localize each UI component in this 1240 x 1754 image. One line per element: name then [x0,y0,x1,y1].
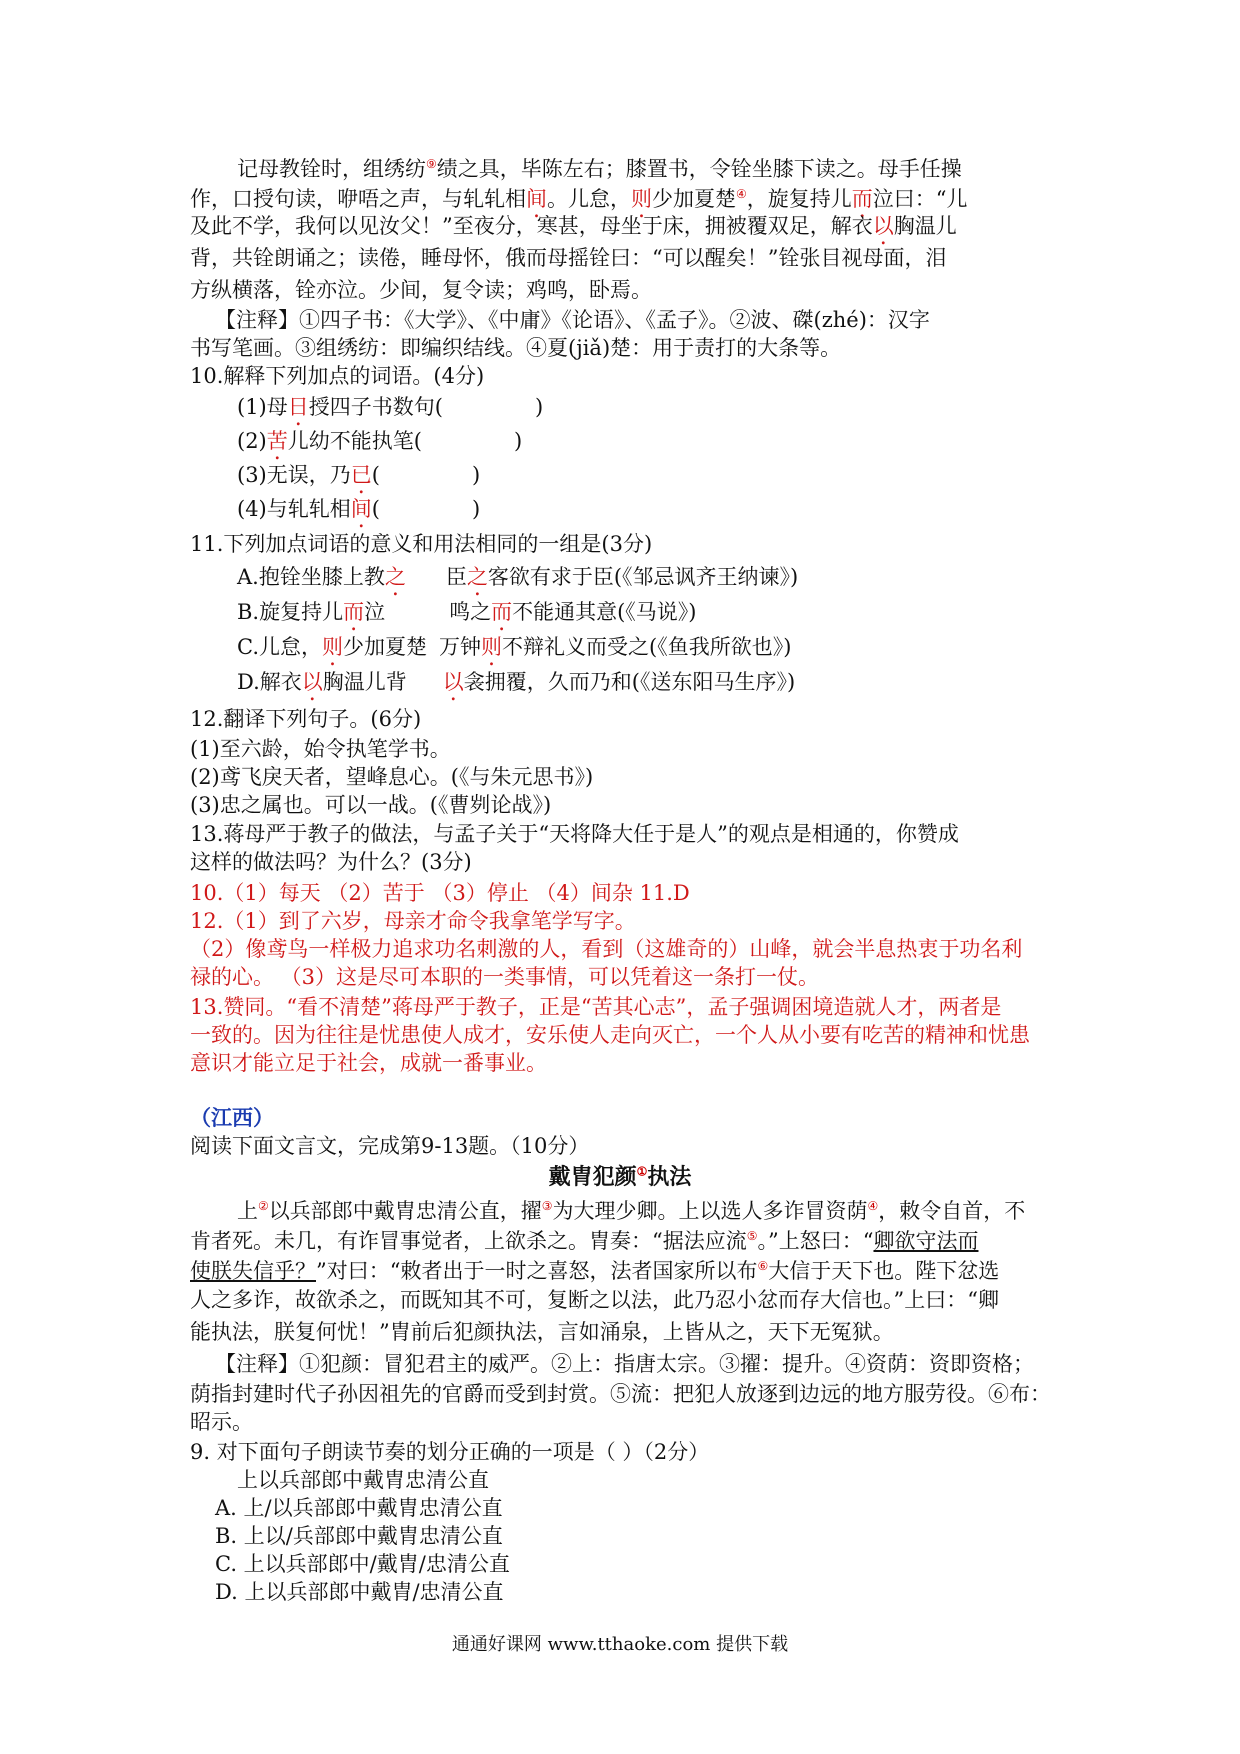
q12-item: (1)至六龄，始令执笔学书。 [190,737,451,761]
q9-sentence: 上以兵部郎中戴胄忠清公直 [237,1468,489,1492]
question-13: 13.蒋母严于教子的做法，与孟子关于“天将降大任于是人”的观点是相通的，你赞成 [190,822,959,846]
passage-line: 背，共铨朗诵之；读倦，睡母怀，俄而母摇铨曰：“可以醒矣！”铨张目视母面，泪 [190,246,947,270]
passage-title: 戴胄犯颜①执法 [548,1164,692,1190]
q9-option-d: D. 上以兵部郎中戴胄/忠清公直 [215,1580,504,1604]
note-line: 书写笔画。③组绣纺：即编织结线。④夏(jiǎ)楚：用于责打的大条等。 [190,336,842,360]
q11-option-c: C.儿怠，则少加夏楚 万钟则不辩礼义而受之(《鱼我所欲也》) [237,635,792,659]
note-line: 【注释】①四子书：《大学》、《中庸》《论语》、《孟子》。②波、磔(zhé)：汉字 [215,308,930,332]
answer-line: 13.赞同。“看不清楚”蒋母严于教子，正是“苦其心志”，孟子强调困境造就人才，两者是 [190,995,1002,1019]
passage-line: 作，口授句读，咿唔之声，与轧轧相间。儿怠，则少加夏楚④，旋复持儿而泣曰：“儿 [190,187,968,211]
dotted-word: 间 [526,187,547,211]
question-9: 9. 对下面句子朗读节奏的划分正确的一项是（ ）（2分） [190,1440,710,1464]
answer-line: 一致的。因为往往是忧患使人成才，安乐使人走向灭亡，一个人从小要有吃苦的精神和忧患 [190,1023,1030,1047]
q10-item: (2)苦儿幼不能执笔( ) [237,429,523,453]
q11-option-d: D.解衣以胸温儿背 以衾拥覆，久而乃和(《送东阳马生序》) [237,670,796,694]
q9-option-b: B. 上以/兵部郎中戴胄忠清公直 [215,1524,503,1548]
answer-line: 10.（1）每天 （2）苦于 （3）停止 （4）间杂 11.D [190,881,690,905]
q9-option-a: A. 上/以兵部郎中戴胄忠清公直 [215,1496,503,1520]
q10-item: (3)无误，乃已( ) [237,463,481,487]
passage-line: 使朕失信乎？”对曰：“敕者出于一时之喜怒，法者国家所以布⑥大信于天下也。陛下忿选 [190,1259,1000,1283]
note-line: 荫指封建时代子孙因祖先的官爵而受到封赏。⑤流：把犯人放逐到边远的地方服劳役。⑥布： [190,1382,1051,1406]
answer-line: （2）像鸢鸟一样极力追求功名刺激的人，看到（这雄奇的）山峰，就会半息热衷于功名利 [190,937,1023,961]
passage-line: 及此不学，我何以见汝父！”至夜分，寒甚，母坐于床，拥被覆双足，解衣以胸温儿 [190,214,957,238]
passage-line: 肯者死。未几，有诈冒事觉者，上欲杀之。胄奏：“据法应流⑤。”上怒曰：“卿欲守法而 [190,1229,979,1253]
passage-line: 方纵横落，铨亦泣。少间，复令读；鸡鸣，卧焉。 [190,278,652,302]
answer-line: 12.（1）到了六岁，母亲才命令我拿笔学写字。 [190,909,636,933]
question-13: 这样的做法吗？为什么？(3分) [190,850,472,874]
q11-option-b: B.旋复持儿而泣 鸣之而不能通其意(《马说》) [237,600,697,624]
answer-line: 禄的心。 （3）这是尽可本职的一类事情，可以凭着这一条打一仗。 [190,965,820,989]
dotted-word: 则 [631,187,652,211]
passage-line: 上②以兵部郎中戴胄忠清公直，擢③为大理少卿。上以选人多诈冒资荫④，敕令自首，不 [237,1199,1026,1223]
q10-item: (4)与轧轧相间( ) [237,497,481,521]
q11-option-a: A.抱铨坐膝上教之 臣之客欲有求于臣(《邹忌讽齐王纳谏》) [237,565,799,589]
q10-item: (1)母日授四子书数句( ) [237,395,544,419]
q9-option-c: C. 上以兵部郎中/戴胄/忠清公直 [215,1552,510,1576]
passage-line: 能执法，朕复何忧！”胄前后犯颜执法，言如涌泉，上皆从之，天下无冤狱。 [190,1320,894,1344]
section-intro: 阅读下面文言文，完成第9-13题。（10分） [190,1134,590,1158]
note-line: 昭示。 [190,1410,253,1434]
q12-item: (3)忠之属也。可以一战。(《曹刿论战》) [190,793,552,817]
passage-line: 记母教铨时，组绣纺⑨绩之具，毕陈左右；膝置书，令铨坐膝下读之。母手任操 [237,157,962,181]
question-12: 12.翻译下列句子。(6分) [190,707,422,731]
dotted-word: 以 [872,214,894,238]
question-11: 11.下列加点词语的意义和用法相同的一组是(3分) [190,532,653,556]
answer-line: 意识才能立足于社会，成就一番事业。 [190,1051,547,1075]
question-10: 10.解释下列加点的词语。(4分) [190,364,485,388]
page-footer: 通通好课网 www.tthaoke.com 提供下载 [451,1634,789,1655]
note-line: 【注释】①犯颜：冒犯君主的威严。②上：指唐太宗。③擢：提升。④资荫：资即资格； [215,1352,1034,1376]
q12-item: (2)鸢飞戾天者，望峰息心。(《与朱元思书》) [190,765,594,789]
region-heading: （江西） [190,1105,274,1130]
dotted-word: 而 [851,187,873,211]
passage-line: 人之多诈，故欲杀之，而既知其不可，复断之以法，此乃忍小忿而存大信也。”上曰：“卿 [190,1288,999,1312]
